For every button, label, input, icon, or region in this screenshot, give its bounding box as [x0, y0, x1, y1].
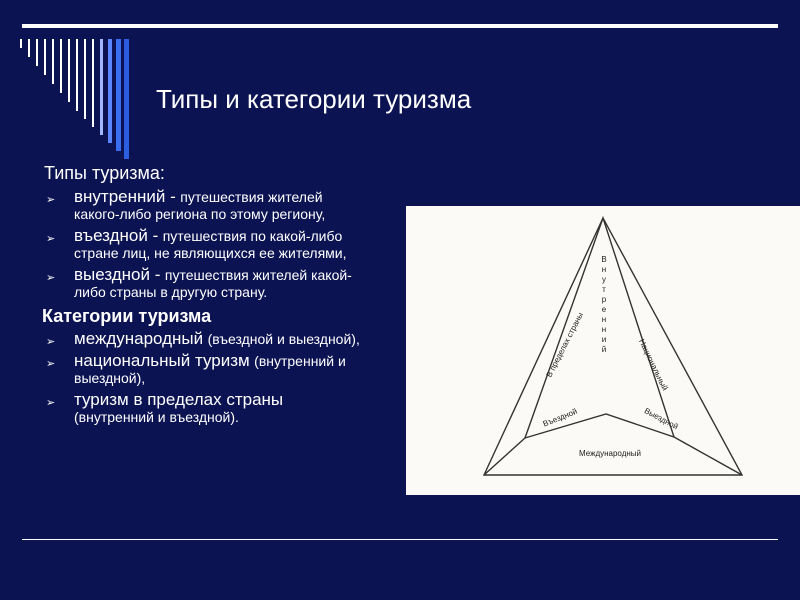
list-item: [44, 267, 364, 301]
item-term: международный: [74, 329, 204, 348]
stripe: [76, 39, 78, 111]
list-item: [44, 353, 364, 387]
tourism-diagram: [406, 206, 800, 495]
list-item: [44, 392, 364, 426]
arrow-bullet-icon: ➢: [46, 397, 56, 409]
categories-list: [44, 331, 364, 426]
stripe: [108, 39, 112, 143]
left-inner-label: Въездной: [541, 406, 579, 429]
right-edge-label: Национальный: [636, 337, 670, 393]
item-desc: путешествия жителей какой-либо страны в другую страну.: [74, 267, 352, 300]
arrow-bullet-icon: ➢: [46, 358, 56, 370]
item-desc: (внутренний и выездной),: [74, 353, 346, 386]
outer-triangle: [484, 218, 742, 475]
stripe: [124, 39, 129, 159]
types-list: [44, 189, 364, 301]
vertical-label: [601, 255, 606, 354]
stripe: [36, 39, 38, 66]
categories-heading: Категории туризма: [42, 306, 212, 326]
vertical-label-letter: е: [601, 305, 607, 314]
item-term: въездной -: [74, 226, 159, 245]
tourism-diagram-svg: [406, 206, 800, 495]
vertical-label-letter: т: [602, 285, 606, 294]
list-item: [44, 331, 364, 348]
arrow-bullet-icon: ➢: [46, 194, 56, 206]
stripe: [60, 39, 62, 93]
item-desc: путешествия по какой-либо стране лиц, не являющихся ее жителями,: [74, 228, 347, 261]
item-desc: (внутренний и въездной).: [74, 409, 239, 425]
item-desc: (въездной и выездной),: [207, 331, 360, 347]
arrow-bullet-icon: ➢: [46, 272, 56, 284]
vertical-label-letter: и: [601, 335, 607, 344]
stripe: [92, 39, 94, 127]
vertical-label-letter: й: [601, 345, 607, 354]
left-edge-label: В пределах страны: [544, 310, 586, 379]
text-content: [44, 163, 364, 431]
stripe: [20, 39, 22, 48]
arrow-bullet-icon: ➢: [46, 233, 56, 245]
vertical-label-letter: н: [601, 325, 607, 334]
right-inner-label: Выездной: [642, 406, 680, 432]
stripe: [84, 39, 86, 119]
stripe: [100, 39, 103, 135]
inner-shape: [525, 218, 674, 438]
bottom-label: Международный: [578, 449, 642, 458]
item-term: национальный туризм: [74, 351, 250, 370]
types-heading: Типы туризма:: [44, 163, 165, 183]
vertical-label-letter: В: [601, 255, 607, 264]
vertical-label-letter: у: [602, 275, 606, 284]
stripe: [28, 39, 30, 57]
vertical-label-letter: н: [601, 315, 607, 324]
list-item: [44, 228, 364, 262]
left-corner-line: [484, 438, 525, 475]
slide-title: Типы и категории туризма: [156, 84, 472, 114]
stripe: [52, 39, 54, 84]
bottom-rule: [22, 539, 778, 540]
item-term: туризм в пределах страны: [74, 390, 284, 409]
arrow-bullet-icon: ➢: [46, 336, 56, 348]
vertical-label-letter: н: [601, 265, 607, 274]
list-item: [44, 189, 364, 223]
stripe: [68, 39, 70, 102]
item-term: выездной -: [74, 265, 161, 284]
item-term: внутренний -: [74, 187, 176, 206]
stripe: [116, 39, 121, 151]
vertical-label-letter: р: [601, 295, 607, 304]
item-desc: путешествия жителей какого-либо региона по этому региону,: [74, 189, 326, 222]
stripe: [44, 39, 46, 75]
